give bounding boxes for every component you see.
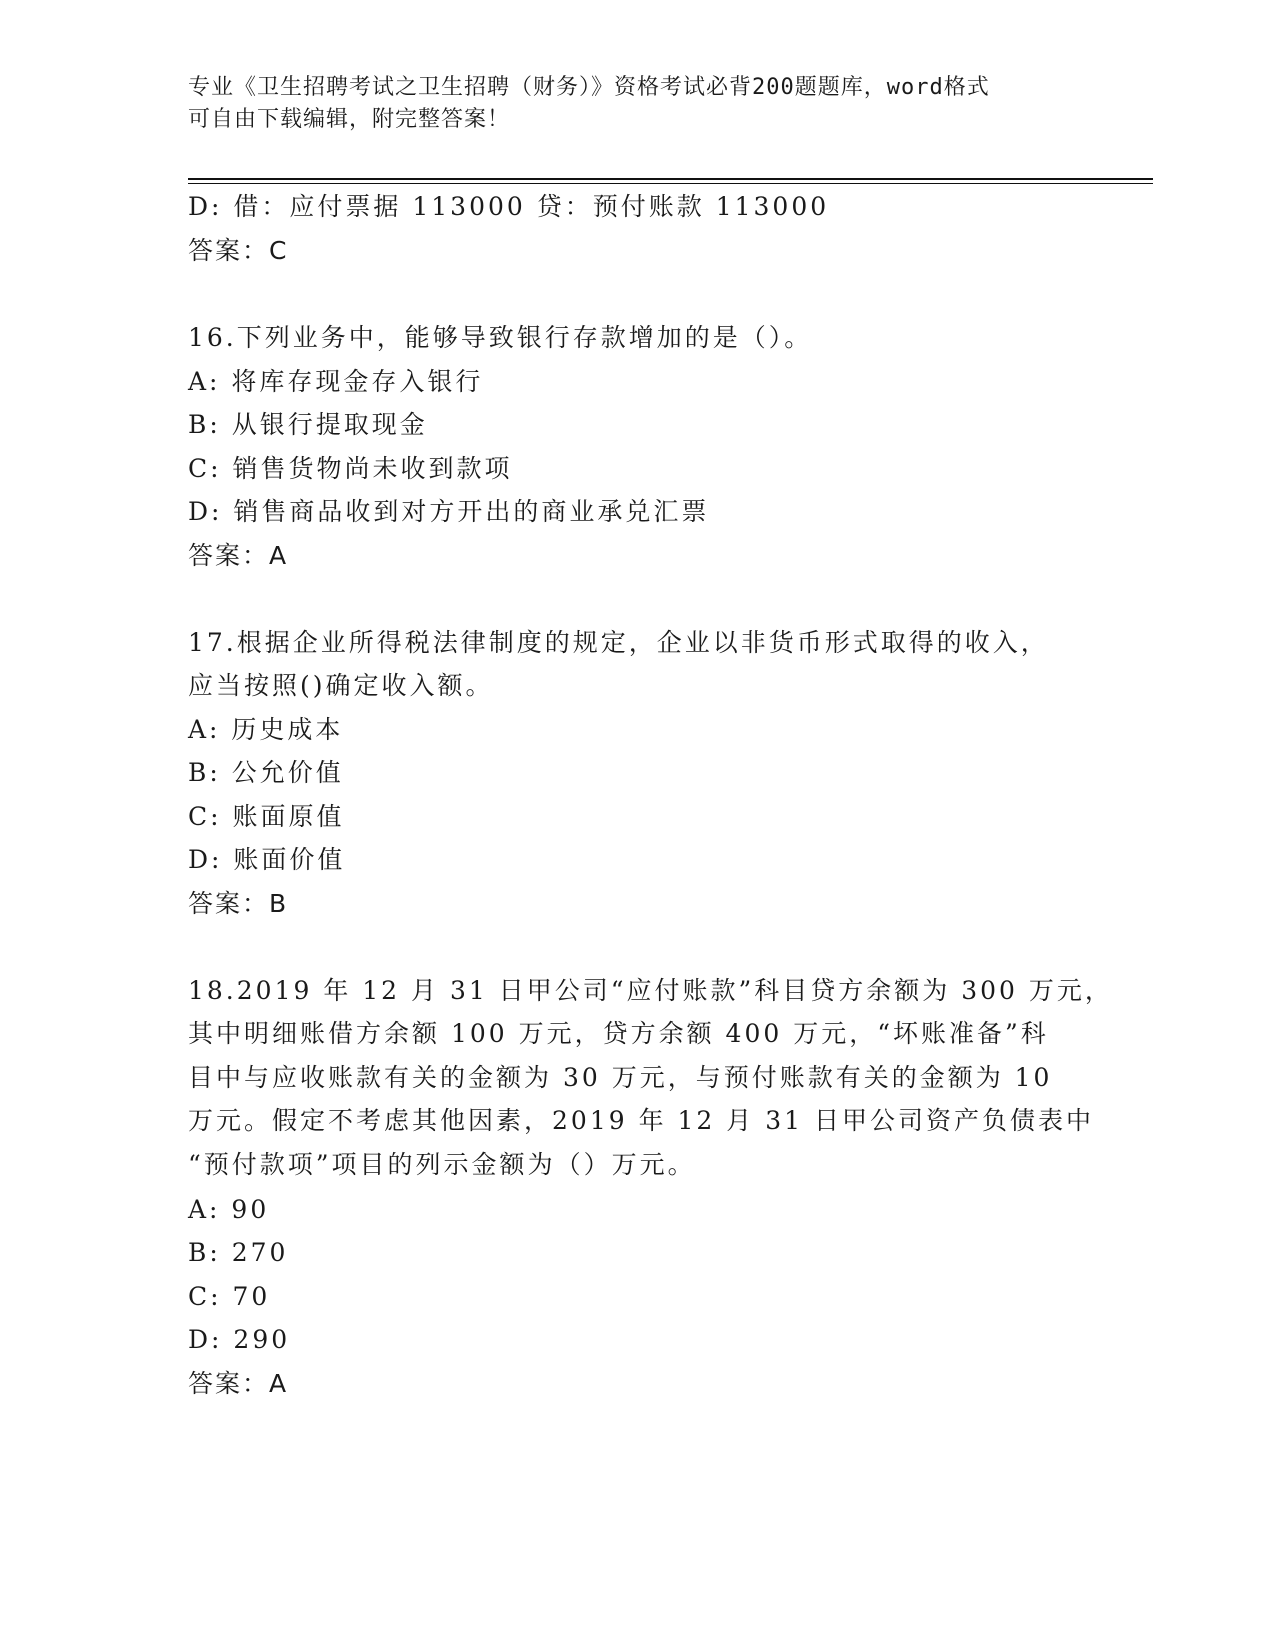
q16-option-b: B: 从银行提取现金 bbox=[188, 410, 428, 439]
q18-stem-line-5: “预付款项”项目的列示金额为（）万元。 bbox=[188, 1150, 696, 1179]
q17-stem-line-1: 17.根据企业所得税法律制度的规定，企业以非货币形式取得的收入， bbox=[188, 628, 1049, 657]
q17-option-a: A: 历史成本 bbox=[188, 715, 344, 744]
header-title-line-1: 专业《卫生招聘考试之卫生招聘（财务）》资格考试必背200题题库，word格式 bbox=[188, 75, 990, 100]
q18-answer: 答案：A bbox=[188, 1369, 289, 1398]
q16-option-a: A: 将库存现金存入银行 bbox=[188, 367, 484, 396]
q18-stem-line-3: 目中与应收账款有关的金额为 30 万元，与预付账款有关的金额为 10 bbox=[188, 1063, 1053, 1092]
q18-option-c: C: 70 bbox=[188, 1282, 271, 1311]
header-divider-thick bbox=[188, 178, 1153, 180]
q16-stem: 16.下列业务中，能够导致银行存款增加的是（）。 bbox=[188, 323, 813, 352]
q17-option-c: C: 账面原值 bbox=[188, 802, 345, 831]
document-header bbox=[188, 72, 1068, 136]
prev-question-answer: 答案：C bbox=[188, 236, 289, 265]
q18-stem-line-4: 万元。假定不考虑其他因素，2019 年 12 月 31 日甲公司资产负债表中 bbox=[188, 1106, 1094, 1135]
q16-answer: 答案：A bbox=[188, 541, 289, 570]
header-divider-thin bbox=[188, 183, 1153, 184]
q18-option-b: B: 270 bbox=[188, 1238, 289, 1267]
prev-question-option-d: D: 借：应付票据 113000 贷：预付账款 113000 bbox=[188, 192, 830, 221]
q18-option-a: A: 90 bbox=[188, 1195, 270, 1224]
q18-stem-line-1: 18.2019 年 12 月 31 日甲公司“应付账款”科目贷方余额为 300 万元， bbox=[188, 976, 1113, 1005]
q16-option-c: C: 销售货物尚未收到款项 bbox=[188, 454, 513, 483]
header-title-line-2: 可自由下载编辑，附完整答案！ bbox=[188, 107, 511, 132]
q17-stem-line-2: 应当按照()确定收入额。 bbox=[188, 671, 494, 700]
q17-option-d: D: 账面价值 bbox=[188, 845, 346, 874]
q16-option-d: D: 销售商品收到对方开出的商业承兑汇票 bbox=[188, 497, 710, 526]
q18-stem-line-2: 其中明细账借方余额 100 万元，贷方余额 400 万元，“坏账准备”科 bbox=[188, 1019, 1049, 1048]
q17-option-b: B: 公允价值 bbox=[188, 758, 344, 787]
q17-answer: 答案：B bbox=[188, 889, 289, 918]
q18-option-d: D: 290 bbox=[188, 1325, 291, 1354]
